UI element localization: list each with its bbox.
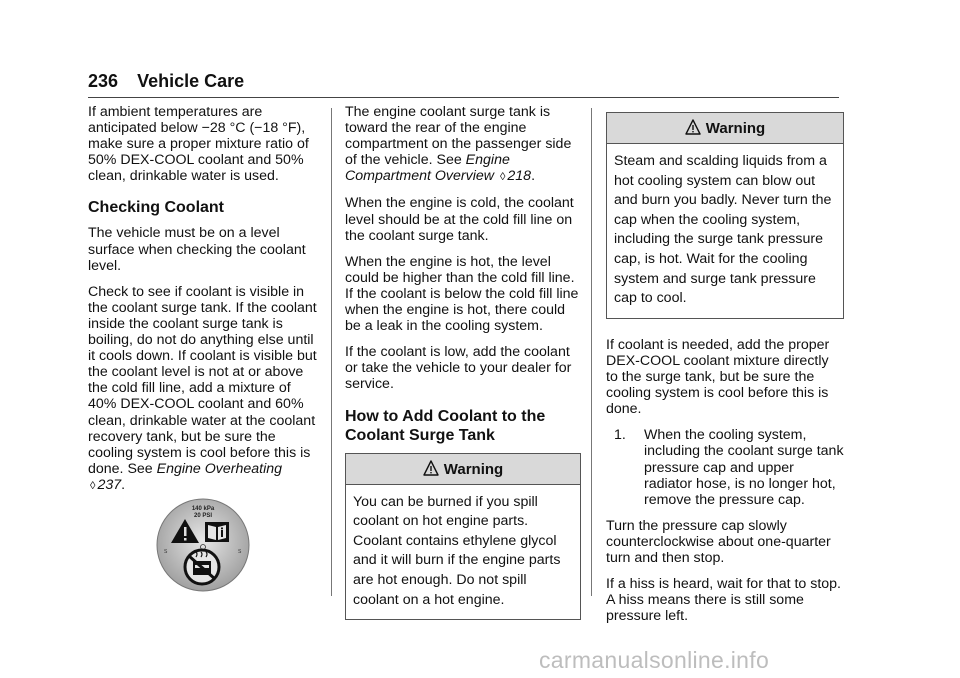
check-coolant-paragraph: Check to see if coolant is visible in the coolant surge tank. If the coolant inside the coolant surge tank is boiling, do not do anything else until it cools down. If coolant is visible but the coolant level is not at or above the cold fill line, add a mixture of 40% DEX-COOL coolant and 60% clean, drinkable water at the coolant recovery tank, but be sure the cooling system is cool before this is done. See Engine Overheating ◊ 237. <box>88 283 317 493</box>
engine-compartment-link[interactable]: Engine Compartment Overview <box>345 152 510 185</box>
column-divider <box>331 108 332 596</box>
step-text: When the cooling system, including the coolant surge tank pressure cap and upper radiator hose, is no longer hot, remove the pressure cap. <box>644 427 844 508</box>
watermark: carmanualsonline.info <box>539 647 770 673</box>
warning-header <box>607 113 843 144</box>
header-rule <box>88 97 839 98</box>
column-2 <box>345 104 581 620</box>
cap-label-psi: 20 PSI <box>193 513 213 519</box>
section-title: Vehicle Care <box>137 71 245 91</box>
warning-header <box>346 454 580 485</box>
engine-hot-paragraph: When the engine is hot, the level could be higher than the cold fill line. If the coolant is below the cold fill line when the engine is hot, there could be a leak in the cooling system. <box>345 253 579 335</box>
engine-cold-paragraph: When the engine is cold, the coolant level should be at the cold fill line on the coolant surge tank. <box>345 195 574 244</box>
warning-title: Warning <box>443 460 504 478</box>
page-header <box>88 71 244 92</box>
warning-text: Steam and scalding liquids from a hot cooling system can blow out and burn you badly. Never turn the cap when the cooling system, including the surge tank pressure cap, is hot. Wait for the cooling system and surge tank pressure cap to cool. <box>614 153 832 307</box>
step-number: 1. <box>614 427 626 444</box>
engine-overheating-link[interactable]: Engine Overheating <box>156 460 283 477</box>
page-ref-arrow: ◊ <box>90 479 96 492</box>
intro-paragraph: If ambient temperatures are anticipated below −28 °C (−18 °F), make sure a proper mixture ratio of 50% DEX-COOL coolant and 50% clean, drinkable water is used. <box>88 104 309 185</box>
svg-text:S: S <box>238 549 242 555</box>
coolant-low-paragraph: If the coolant is low, add the coolant or take the vehicle to your dealer for service. <box>345 344 572 393</box>
step-continuation: If a hiss is heard, wait for that to stop. A hiss means there is still some pressure left. <box>606 576 841 625</box>
cap-label-kpa: 140 kPa <box>191 506 215 512</box>
check-coolant-text: Check to see if coolant is visible in the coolant surge tank. If the coolant inside the coolant surge tank is boiling, do not do anything else until it cools down. If coolant is visible but the coolant level is not at or above the cold fill line, add a mixture of 40% DEX-COOL coolant and 60% clean, drinkable water at the coolant recovery tank, but be sure the cooling system is cool before this is done. See <box>88 283 317 477</box>
surge-tank-location-text: The engine coolant surge tank is toward the rear of the engine compartment on the passenger side of the vehicle. See <box>345 104 572 169</box>
warning-box-steam <box>606 112 844 319</box>
how-to-add-coolant-heading: How to Add Coolant to the Coolant Surge Tank <box>345 407 546 444</box>
column-divider <box>591 108 592 596</box>
column-1 <box>88 104 320 504</box>
warning-box-burn <box>345 453 581 621</box>
page-number: 236 <box>88 71 119 91</box>
steps-list <box>606 427 844 507</box>
add-coolant-paragraph: If coolant is needed, add the proper DEX-COOL coolant mixture directly to the surge tank, but be sure the cooling system is cool before this is done. <box>606 336 830 418</box>
list-item <box>614 427 844 507</box>
step-continuation: Turn the pressure cap slowly counterclockwise about one-quarter turn and then stop. <box>606 517 831 566</box>
checking-coolant-heading: Checking Coolant <box>88 199 225 217</box>
column-3 <box>606 112 844 634</box>
page-ref-237[interactable]: 237 <box>97 476 122 493</box>
warning-text: You can be burned if you spill coolant on hot engine parts. Coolant contains ethylene glycol and it will burn if the engine parts are hot enough. Do not spill coolant on a hot engine. <box>353 493 561 608</box>
level-surface-paragraph: The vehicle must be on a level surface when checking the coolant level. <box>88 225 306 274</box>
page-ref-218[interactable]: 218 <box>507 168 532 185</box>
svg-text:S: S <box>164 549 168 555</box>
surge-tank-cap-icon <box>155 497 251 593</box>
warning-title: Warning <box>705 120 766 137</box>
page-ref-arrow: ◊ <box>499 171 506 184</box>
surge-tank-location-paragraph: The engine coolant surge tank is toward the rear of the engine compartment on the passenger side of the vehicle. See Engine Compartment Overview ◊ 218. <box>345 104 572 185</box>
warning-icon <box>423 460 439 476</box>
warning-icon <box>685 119 701 135</box>
